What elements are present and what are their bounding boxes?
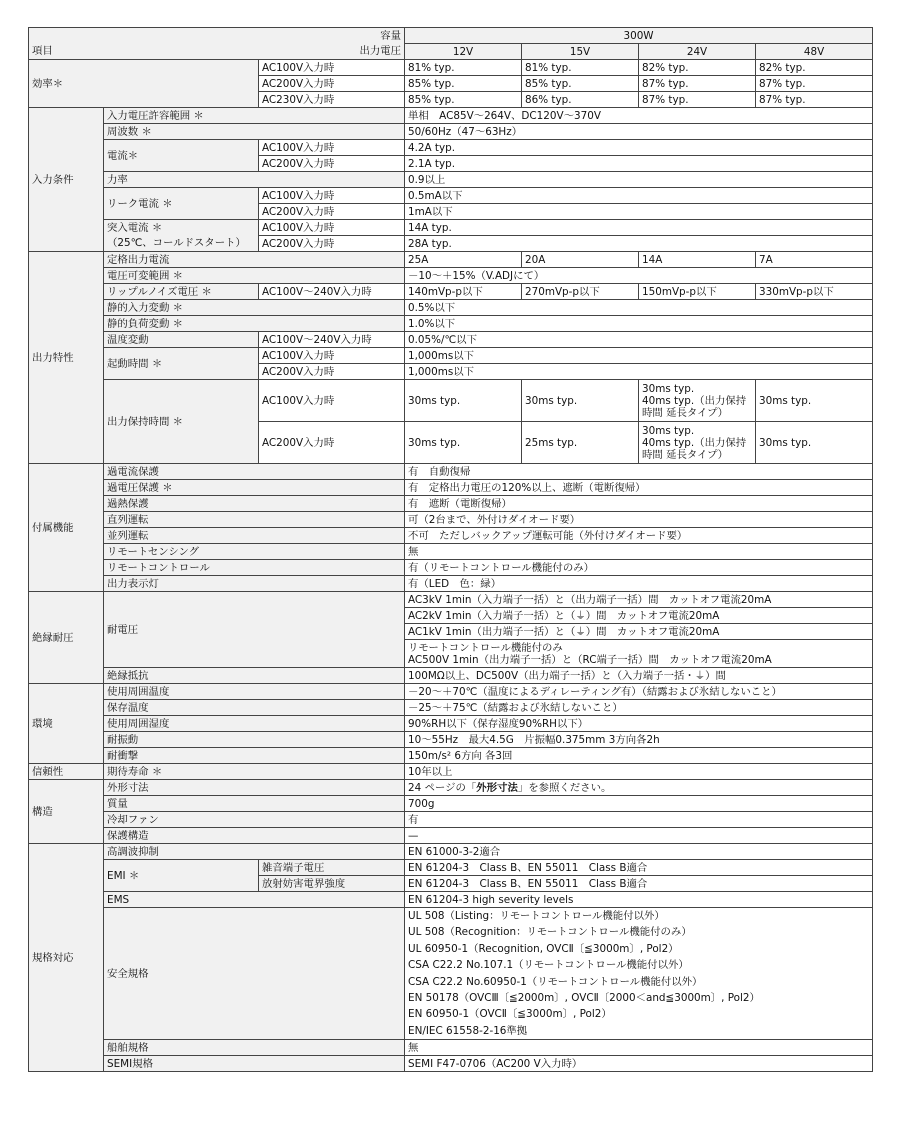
section-efficiency: 効率＊ bbox=[29, 60, 259, 108]
cond-label: AC200V入力時 bbox=[259, 204, 405, 220]
outline-reference bbox=[405, 780, 873, 796]
value-cell: 30ms typ. bbox=[756, 422, 873, 464]
standards-row-ems bbox=[29, 892, 873, 908]
input-row-leak-ac100 bbox=[29, 188, 873, 204]
value-cell: 2.1A typ. bbox=[405, 156, 873, 172]
section-reliability: 信頼性 bbox=[29, 764, 104, 780]
item-label: 項目 bbox=[29, 44, 259, 60]
header-row-capacity bbox=[29, 28, 873, 44]
value-cell: 1,000ms以下 bbox=[405, 364, 873, 380]
row-label: EMS bbox=[104, 892, 405, 908]
value-cell: 25ms typ. bbox=[522, 422, 639, 464]
safety-item: CSA C22.2 No.60950-1（リモートコントロール機能付以外） bbox=[408, 975, 703, 988]
value-cell: 330mVp-p以下 bbox=[756, 284, 873, 300]
row-label: 冷却ファン bbox=[104, 812, 405, 828]
value-cell: EN 61204-3 Class B、EN 55011 Class B適合 bbox=[405, 860, 873, 876]
value-cell: 25A bbox=[405, 252, 522, 268]
value-cell: 不可 ただしバックアップ運転可能（外付けダイオード要） bbox=[405, 528, 873, 544]
row-label: 直列運転 bbox=[104, 512, 405, 528]
row-label: 電流＊ bbox=[104, 140, 259, 172]
value-cell: 85% typ. bbox=[405, 92, 522, 108]
row-label: 周波数 ＊ bbox=[104, 124, 405, 140]
row-label: 温度変動 bbox=[104, 332, 259, 348]
cond-label: AC230V入力時 bbox=[259, 92, 405, 108]
efficiency-row-ac100 bbox=[29, 60, 873, 76]
value-cell: 有 bbox=[405, 812, 873, 828]
value-cell: 81% typ. bbox=[405, 60, 522, 76]
output-row-rated-current bbox=[29, 252, 873, 268]
cond-label: AC200V入力時 bbox=[259, 364, 405, 380]
row-label: 起動時間 ＊ bbox=[104, 348, 259, 380]
row-label: 保存温度 bbox=[104, 700, 405, 716]
standards-row-semi bbox=[29, 1056, 873, 1072]
safety-list bbox=[405, 908, 873, 1040]
construction-row-protection bbox=[29, 828, 873, 844]
cond-label: AC100V入力時 bbox=[259, 188, 405, 204]
value-cell: 無 bbox=[405, 544, 873, 560]
value-cell: 30ms typ. 40ms typ.（出力保持 時間 延長タイプ） bbox=[639, 380, 756, 422]
cond-label: AC200V入力時 bbox=[259, 156, 405, 172]
row-label: 力率 bbox=[104, 172, 405, 188]
functions-row bbox=[29, 512, 873, 528]
row-label: 高調波抑制 bbox=[104, 844, 405, 860]
value-cell: 30ms typ. bbox=[405, 380, 522, 422]
value-cell: EN 61204-3 high severity levels bbox=[405, 892, 873, 908]
value-cell: 7A bbox=[756, 252, 873, 268]
safety-item: EN/IEC 61558-2-16準拠 bbox=[408, 1024, 528, 1037]
functions-row bbox=[29, 544, 873, 560]
output-row-adj-range bbox=[29, 268, 873, 284]
row-label: リモートコントロール bbox=[104, 560, 405, 576]
functions-row bbox=[29, 528, 873, 544]
value-cell: 85% typ. bbox=[522, 76, 639, 92]
section-functions: 付属機能 bbox=[29, 464, 104, 592]
section-standards: 規格対応 bbox=[29, 844, 104, 1072]
outline-post: 」を参照ください。 bbox=[517, 781, 612, 794]
row-label: 過電圧保護 ＊ bbox=[104, 480, 405, 496]
row-label: 耐振動 bbox=[104, 732, 405, 748]
row-label: SEMI規格 bbox=[104, 1056, 405, 1072]
input-row-voltage-range bbox=[29, 108, 873, 124]
safety-item: EN 60950-1（OVCⅡ〔≦3000m〕, Pol2） bbox=[408, 1008, 612, 1021]
outline-pre: 24 ページの「 bbox=[408, 781, 477, 794]
value-cell: SEMI F47-0706（AC200 V入力時） bbox=[405, 1056, 873, 1072]
row-label: リーク電流 ＊ bbox=[104, 188, 259, 220]
value-cell: 0.5mA以下 bbox=[405, 188, 873, 204]
capacity-label: 容量 bbox=[259, 28, 405, 44]
value-cell: －10～＋15%（V.ADJにて） bbox=[405, 268, 873, 284]
value-cell: — bbox=[405, 828, 873, 844]
value-cell: 有（LED 色：緑） bbox=[405, 576, 873, 592]
value-cell: 50/60Hz（47～63Hz） bbox=[405, 124, 873, 140]
value-cell: 20A bbox=[522, 252, 639, 268]
value-cell: 10～55Hz 最大4.5G 片振幅0.375mm 3方向各2h bbox=[405, 732, 873, 748]
row-label: 使用周囲温度 bbox=[104, 684, 405, 700]
cond-label: AC100V入力時 bbox=[259, 140, 405, 156]
input-row-current-ac100 bbox=[29, 140, 873, 156]
output-row-ripple bbox=[29, 284, 873, 300]
value-cell: 700g bbox=[405, 796, 873, 812]
value-cell: －20～＋70℃（温度によるディレーティング有）（結露および氷結しないこと） bbox=[405, 684, 873, 700]
value-cell: リモートコントロール機能付のみ AC500V 1min（出力端子一括）と（RC端子一括）間 カットオフ電流20mA bbox=[405, 640, 873, 668]
row-label: 電圧可変範囲 ＊ bbox=[104, 268, 405, 284]
output-row-holdup-ac100 bbox=[29, 380, 873, 422]
row-label: 使用周囲湿度 bbox=[104, 716, 405, 732]
section-environment: 環境 bbox=[29, 684, 104, 764]
voltage-label: 出力電圧 bbox=[259, 44, 405, 60]
functions-row bbox=[29, 576, 873, 592]
value-cell: 82% typ. bbox=[756, 60, 873, 76]
value-cell: 82% typ. bbox=[639, 60, 756, 76]
value-cell: 10年以上 bbox=[405, 764, 873, 780]
value-cell: 1,000ms以下 bbox=[405, 348, 873, 364]
functions-row bbox=[29, 480, 873, 496]
value-cell: 単相 AC85V～264V、DC120V～370V bbox=[405, 108, 873, 124]
row-label: リップルノイズ電圧 ＊ bbox=[104, 284, 259, 300]
row-label: 出力表示灯 bbox=[104, 576, 405, 592]
output-row-line-reg bbox=[29, 300, 873, 316]
row-label: 定格出力電流 bbox=[104, 252, 405, 268]
value-cell: 87% typ. bbox=[756, 76, 873, 92]
cond-label: AC100V～240V入力時 bbox=[259, 332, 405, 348]
cond-label: AC100V入力時 bbox=[259, 60, 405, 76]
value-cell: 無 bbox=[405, 1040, 873, 1056]
value-cell: 30ms typ. 40ms typ.（出力保持 時間 延長タイプ） bbox=[639, 422, 756, 464]
value-cell: 有 自動復帰 bbox=[405, 464, 873, 480]
row-label: 出力保持時間 ＊ bbox=[104, 380, 259, 464]
row-label: 質量 bbox=[104, 796, 405, 812]
safety-item: CSA C22.2 No.107.1（リモートコントロール機能付以外） bbox=[408, 959, 689, 972]
value-cell: 0.9以上 bbox=[405, 172, 873, 188]
insulation-row-withstand bbox=[29, 592, 873, 608]
value-cell: AC3kV 1min（入力端子一括）と（出力端子一括）間 カットオフ電流20mA bbox=[405, 592, 873, 608]
value-cell: 4.2A typ. bbox=[405, 140, 873, 156]
value-cell: 140mVp-p以下 bbox=[405, 284, 522, 300]
cond-label: AC100V入力時 bbox=[259, 380, 405, 422]
voltage-15v: 15V bbox=[522, 44, 639, 60]
value-cell: －25～＋75℃（結露および氷結しないこと） bbox=[405, 700, 873, 716]
value-cell: 87% typ. bbox=[639, 92, 756, 108]
row-label: 突入電流 ＊ bbox=[104, 220, 259, 236]
environment-row bbox=[29, 716, 873, 732]
row-label: 船舶規格 bbox=[104, 1040, 405, 1056]
value-cell: 90%RH以下（保存湿度90%RH以下） bbox=[405, 716, 873, 732]
safety-item: UL 508（Recognition：リモートコントロール機能付のみ） bbox=[408, 926, 692, 939]
input-row-frequency bbox=[29, 124, 873, 140]
value-cell: 0.05%/℃以下 bbox=[405, 332, 873, 348]
cond-label: AC100V入力時 bbox=[259, 348, 405, 364]
cond-label: AC200V入力時 bbox=[259, 422, 405, 464]
row-label: リモートセンシング bbox=[104, 544, 405, 560]
standards-row-marine bbox=[29, 1040, 873, 1056]
row-label: 期待寿命 ＊ bbox=[104, 764, 405, 780]
output-row-temp-drift bbox=[29, 332, 873, 348]
value-cell: 81% typ. bbox=[522, 60, 639, 76]
value-cell: 可（2台まで、外付けダイオード要） bbox=[405, 512, 873, 528]
value-cell: EN 61000-3-2適合 bbox=[405, 844, 873, 860]
standards-row-safety bbox=[29, 908, 873, 1040]
construction-row-weight bbox=[29, 796, 873, 812]
environment-row bbox=[29, 748, 873, 764]
cond-label: AC100V～240V入力時 bbox=[259, 284, 405, 300]
row-label: 並列運転 bbox=[104, 528, 405, 544]
cond-label: AC100V入力時 bbox=[259, 220, 405, 236]
row-label: 入力電圧許容範囲 ＊ bbox=[104, 108, 405, 124]
row-label: 静的負荷変動 ＊ bbox=[104, 316, 405, 332]
value-cell: 85% typ. bbox=[405, 76, 522, 92]
cond-label: 放射妨害電界強度 bbox=[259, 876, 405, 892]
environment-row bbox=[29, 684, 873, 700]
value-cell: 86% typ. bbox=[522, 92, 639, 108]
environment-row bbox=[29, 732, 873, 748]
value-cell: 30ms typ. bbox=[405, 422, 522, 464]
environment-row bbox=[29, 700, 873, 716]
value-cell: 14A typ. bbox=[405, 220, 873, 236]
value-cell: EN 61204-3 Class B、EN 55011 Class B適合 bbox=[405, 876, 873, 892]
safety-item: EN 50178（OVCⅢ〔≦2000m〕, OVCⅡ〔2000＜and≦3000m〕, Pol2） bbox=[408, 992, 760, 1005]
value-cell: 87% typ. bbox=[639, 76, 756, 92]
row-label: 過熱保護 bbox=[104, 496, 405, 512]
section-construction: 構造 bbox=[29, 780, 104, 844]
row-label-sub: （25℃、コールドスタート） bbox=[104, 236, 259, 252]
value-cell: 30ms typ. bbox=[522, 380, 639, 422]
row-label: 絶縁抵抗 bbox=[104, 668, 405, 684]
cond-label: AC200V入力時 bbox=[259, 236, 405, 252]
outline-link[interactable]: 外形寸法 bbox=[476, 781, 518, 794]
value-cell: 有（リモートコントロール機能付のみ） bbox=[405, 560, 873, 576]
voltage-48v: 48V bbox=[756, 44, 873, 60]
row-label: 耐電圧 bbox=[104, 592, 405, 668]
row-label: EMI ＊ bbox=[104, 860, 259, 892]
row-label: 耐衝撃 bbox=[104, 748, 405, 764]
row-label: 安全規格 bbox=[104, 908, 405, 1040]
value-cell: 100MΩ以上、DC500V（出力端子一括）と（入力端子一括・⏚）間 bbox=[405, 668, 873, 684]
voltage-12v: 12V bbox=[405, 44, 522, 60]
value-cell: AC2kV 1min（入力端子一括）と（⏚）間 カットオフ電流20mA bbox=[405, 608, 873, 624]
value-cell: 0.5%以下 bbox=[405, 300, 873, 316]
row-label: 静的入力変動 ＊ bbox=[104, 300, 405, 316]
value-cell: 1mA以下 bbox=[405, 204, 873, 220]
functions-row bbox=[29, 464, 873, 480]
output-row-load-reg bbox=[29, 316, 873, 332]
row-label: 外形寸法 bbox=[104, 780, 405, 796]
value-cell: 270mVp-p以下 bbox=[522, 284, 639, 300]
section-insulation: 絶縁耐圧 bbox=[29, 592, 104, 684]
construction-row-outline bbox=[29, 780, 873, 796]
value-cell: 有 遮断（電断復帰） bbox=[405, 496, 873, 512]
cond-label: AC200V入力時 bbox=[259, 76, 405, 92]
input-row-inrush-ac100 bbox=[29, 220, 873, 236]
input-row-inrush-ac200 bbox=[29, 236, 873, 252]
spec-table bbox=[28, 27, 873, 1072]
standards-row-emi-conducted bbox=[29, 860, 873, 876]
capacity-value: 300W bbox=[405, 28, 873, 44]
value-cell: 1.0%以下 bbox=[405, 316, 873, 332]
section-output: 出力特性 bbox=[29, 252, 104, 464]
header-row-voltage bbox=[29, 44, 873, 60]
insulation-row-resistance bbox=[29, 668, 873, 684]
value-cell: 30ms typ. bbox=[756, 380, 873, 422]
construction-row-fan bbox=[29, 812, 873, 828]
value-cell: 150m/s² 6方向 各3回 bbox=[405, 748, 873, 764]
functions-row bbox=[29, 496, 873, 512]
row-label: 過電流保護 bbox=[104, 464, 405, 480]
value-cell: 14A bbox=[639, 252, 756, 268]
section-input: 入力条件 bbox=[29, 108, 104, 252]
value-cell: AC1kV 1min（出力端子一括）と（⏚）間 カットオフ電流20mA bbox=[405, 624, 873, 640]
reliability-row bbox=[29, 764, 873, 780]
input-row-pf bbox=[29, 172, 873, 188]
voltage-24v: 24V bbox=[639, 44, 756, 60]
standards-row-harmonic bbox=[29, 844, 873, 860]
row-label: 保護構造 bbox=[104, 828, 405, 844]
value-cell: 有 定格出力電圧の120%以上、遮断（電断復帰） bbox=[405, 480, 873, 496]
value-cell: 28A typ. bbox=[405, 236, 873, 252]
safety-item: UL 508（Listing：リモートコントロール機能付以外） bbox=[408, 910, 665, 922]
output-row-startup-ac100 bbox=[29, 348, 873, 364]
functions-row bbox=[29, 560, 873, 576]
cond-label: 雑音端子電圧 bbox=[259, 860, 405, 876]
value-cell: 87% typ. bbox=[756, 92, 873, 108]
value-cell: 150mVp-p以下 bbox=[639, 284, 756, 300]
safety-item: UL 60950-1（Recognition, OVCⅡ〔≦3000m〕, Pol2） bbox=[408, 942, 679, 955]
